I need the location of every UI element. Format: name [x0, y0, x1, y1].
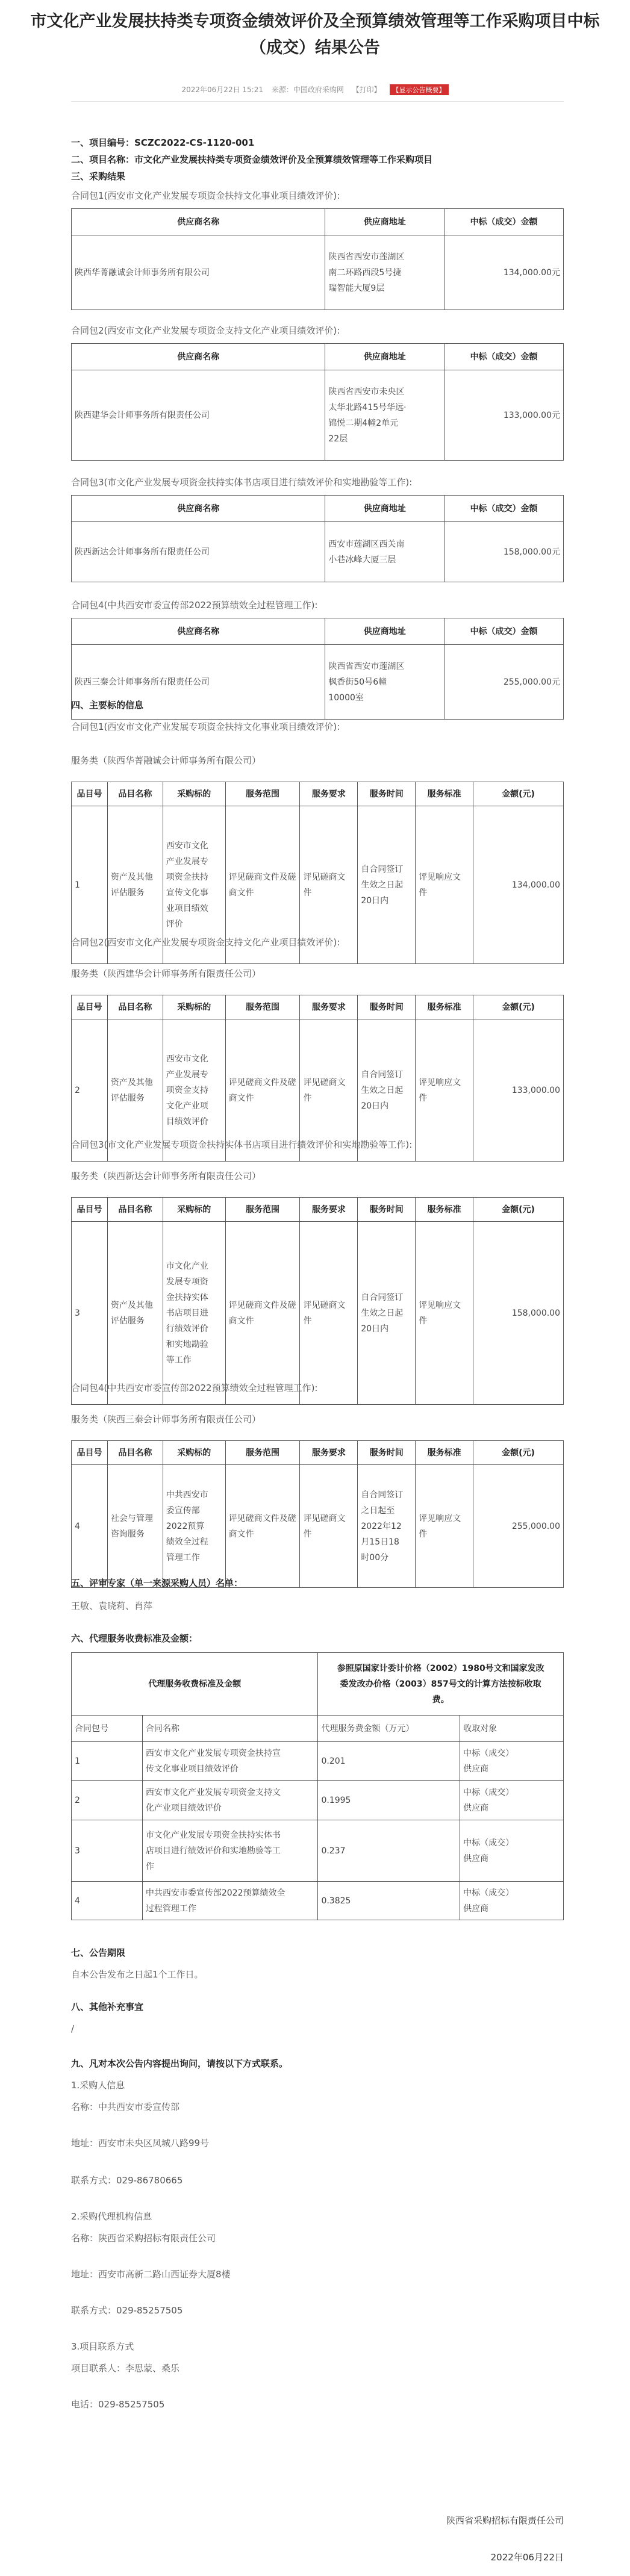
item-number: 2: [72, 1019, 108, 1162]
target-amount: 134,000.00: [473, 806, 564, 964]
fee-header-right: 参照原国家计委计价格（2002）1980号文和国家发改 委发改办价格（2003）857号文的计算方法按标收取 费。: [318, 1653, 564, 1716]
target-row: [72, 1465, 564, 1588]
result-header-row: [72, 209, 564, 235]
result-row: [72, 645, 564, 720]
item-name: 资产及其他 评估服务: [107, 806, 163, 964]
target-table: [71, 995, 564, 1162]
project-name: 二、项目名称：市文化产业发展扶持类专项资金绩效评价及全预算绩效管理等工作采购项目: [71, 154, 433, 165]
supplier-name: 陕西华菁融诚会计师事务所有限公司: [72, 235, 325, 310]
result-contract-title: 合同包4(中共西安市委宣传部2022预算绩效全过程管理工作):: [71, 600, 318, 611]
supplier-name: 陕西建华会计师事务所有限责任公司: [72, 370, 325, 461]
fee-charge-target: 中标（成交） 供应商: [460, 1742, 564, 1781]
service-scope: 评见磋商文件及磋 商文件: [225, 1019, 300, 1162]
target-col-header: 服务标准: [416, 995, 473, 1019]
footer-organization: 陕西省采购招标有限责任公司: [446, 2515, 564, 2526]
supplier-address: 西安市莲湖区西关南 小巷冰峰大厦三层: [325, 522, 444, 582]
item-name: 资产及其他 评估服务: [107, 1019, 163, 1162]
supplier-name: 陕西新达会计师事务所有限责任公司: [72, 522, 325, 582]
notice-period: 自本公告发布之日起1个工作日。: [71, 1969, 204, 1980]
section-notice-period: 七、公告期限: [71, 1947, 126, 1958]
target-table-wrap: [71, 1197, 564, 1405]
result-col-header: 供应商地址: [325, 344, 444, 370]
item-number: 1: [72, 806, 108, 964]
result-col-header: 供应商地址: [325, 496, 444, 522]
service-standard: 评见响应文 件: [416, 1222, 473, 1405]
target-header-row: [72, 1198, 564, 1222]
result-table: [71, 208, 564, 310]
procurement-subject: 西安市文化 产业发展专 项资金扶持 宣传文化事 业项目绩效 评价: [163, 806, 225, 964]
agent-name: 名称：陕西省采购招标有限责任公司: [71, 2233, 216, 2244]
result-col-header: 供应商名称: [72, 618, 325, 645]
target-contract-title: 合同包3(市文化产业发展专项资金扶持实体书店项目进行绩效评价和实地勘验等工作):: [71, 1139, 413, 1150]
fee-contract-name: 中共西安市委宣传部2022预算绩效全 过程管理工作: [142, 1882, 318, 1920]
result-col-header: 供应商名称: [72, 496, 325, 522]
agent-tel: 联系方式：029-85257505: [71, 2305, 183, 2316]
target-contract-title: 合同包2(西安市文化产业发展专项资金支持文化产业项目绩效评价):: [71, 937, 340, 948]
fee-charge-target: 中标（成交） 供应商: [460, 1882, 564, 1920]
target-col-header: 服务要求: [300, 782, 358, 806]
service-scope: 评见磋商文件及磋 商文件: [225, 1465, 300, 1588]
fee-columns: [72, 1716, 564, 1742]
target-amount: 255,000.00: [473, 1465, 564, 1588]
target-row: [72, 1222, 564, 1405]
title-line-2: （成交）结果公告: [250, 39, 380, 57]
target-header-row: [72, 782, 564, 806]
fee-amount: 0.201: [318, 1742, 460, 1781]
result-col-header: 供应商名称: [72, 344, 325, 370]
target-table: [71, 1440, 564, 1588]
publish-date: 2022年06月22日 15:21: [181, 86, 263, 94]
target-amount: 133,000.00: [473, 1019, 564, 1162]
target-amount: 158,000.00: [473, 1222, 564, 1405]
result-header-row: [72, 618, 564, 645]
fee-charge-target: 中标（成交） 供应商: [460, 1820, 564, 1882]
target-col-header: 采购标的: [163, 995, 225, 1019]
item-number: 4: [72, 1465, 108, 1588]
fee-contract-no: 4: [72, 1882, 143, 1920]
fee-amount: 0.1995: [318, 1781, 460, 1820]
procurement-subject: 中共西安市 委宣传部 2022预算 绩效全过程 管理工作: [163, 1465, 225, 1588]
award-amount: 158,000.00元: [444, 522, 564, 582]
target-col-header: 服务标准: [416, 782, 473, 806]
target-col-header: 采购标的: [163, 1198, 225, 1222]
item-name: 资产及其他 评估服务: [107, 1222, 163, 1405]
result-table: [71, 618, 564, 720]
target-contract-title: 合同包1(西安市文化产业发展专项资金扶持文化事业项目绩效评价):: [71, 721, 340, 732]
target-col-header: 服务范围: [225, 1198, 300, 1222]
result-col-header: 供应商名称: [72, 209, 325, 235]
result-col-header: 供应商地址: [325, 209, 444, 235]
supplier-address: 陕西省西安市莲湖区 南二环路西段5号捷 瑞智能大厦9层: [325, 235, 444, 310]
show-summary-button[interactable]: 【显示公告概要】: [390, 84, 449, 95]
target-col-header: 服务要求: [300, 1441, 358, 1465]
experts-list: 王敏、袁晓莉、肖萍: [71, 1601, 153, 1611]
award-amount: 133,000.00元: [444, 370, 564, 461]
target-col-header: 服务标准: [416, 1441, 473, 1465]
target-col-header: 服务时间: [358, 995, 416, 1019]
target-col-header: 服务时间: [358, 1441, 416, 1465]
target-col-header: 服务要求: [300, 1198, 358, 1222]
target-col-header: 服务时间: [358, 782, 416, 806]
target-col-header: 服务范围: [225, 782, 300, 806]
item-name: 社会与管理 咨询服务: [107, 1465, 163, 1588]
target-col-header: 品目号: [72, 1441, 108, 1465]
fee-row: [72, 1781, 564, 1820]
meta-bar: [0, 84, 630, 95]
target-col-header: 品目号: [72, 1198, 108, 1222]
service-time: 自合同签订 生效之日起 20日内: [358, 1222, 416, 1405]
page-title: [0, 8, 630, 61]
agent-address: 地址：西安市高新二路山西证券大厦8楼: [71, 2269, 231, 2280]
project-number: 一、项目编号：SCZC2022-CS-1120-001: [71, 137, 255, 148]
service-standard: 评见响应文 件: [416, 806, 473, 964]
supplier-address: 陕西省西安市未央区 太华北路415号华远· 锦悦二期4幢2单元 22层: [325, 370, 444, 461]
target-col-header: 品目名称: [107, 1441, 163, 1465]
fee-contract-name: 西安市文化产业发展专项资金支持文 化产业项目绩效评价: [142, 1781, 318, 1820]
fee-col-fee: 代理服务费金额（万元）: [318, 1716, 460, 1742]
title-line-1: 市文化产业发展扶持类专项资金绩效评价及全预算绩效管理等工作采购项目中标: [30, 12, 600, 31]
target-col-header: 品目号: [72, 995, 108, 1019]
agency-fee-table-wrap: [71, 1652, 564, 1920]
contact-tel: 电话：029-85257505: [71, 2399, 165, 2410]
fee-col-target: 收取对象: [460, 1716, 564, 1742]
target-col-header: 金额(元): [473, 782, 564, 806]
result-table: [71, 343, 564, 461]
footer-date: 2022年06月22日: [490, 2552, 564, 2563]
target-col-header: 金额(元): [473, 1198, 564, 1222]
result-col-header: 中标（成交）金额: [444, 618, 564, 645]
target-col-header: 金额(元): [473, 1441, 564, 1465]
section-procurement-result: 三、采购结果: [71, 171, 126, 182]
result-col-header: 中标（成交）金额: [444, 496, 564, 522]
item-number: 3: [72, 1222, 108, 1405]
print-link[interactable]: 【打印】: [352, 86, 381, 94]
fee-row: [72, 1742, 564, 1781]
buyer-tel: 联系方式：029-86780665: [71, 2175, 183, 2186]
service-time: 自合同签订 生效之日起 20日内: [358, 806, 416, 964]
procurement-subject: 西安市文化 产业发展专 项资金支持 文化产业项 目绩效评价: [163, 1019, 225, 1162]
result-contract-title: 合同包1(西安市文化产业发展专项资金扶持文化事业项目绩效评价):: [71, 190, 340, 201]
target-supplier-line: 服务类（陕西三秦会计师事务所有限责任公司）: [71, 1414, 261, 1425]
fee-row: [72, 1882, 564, 1920]
fee-row: [72, 1820, 564, 1882]
fee-col-no: 合同包号: [72, 1716, 143, 1742]
result-table-wrap: [71, 208, 564, 310]
target-col-header: 服务范围: [225, 1441, 300, 1465]
service-requirement: 评见磋商文 件: [300, 1222, 358, 1405]
target-table-wrap: [71, 995, 564, 1162]
service-requirement: 评见磋商文 件: [300, 1465, 358, 1588]
target-header-row: [72, 995, 564, 1019]
title-divider: [71, 101, 564, 102]
fee-header-left: 代理服务收费标准及金额: [72, 1653, 318, 1716]
result-row: [72, 370, 564, 461]
supplier-address: 陕西省西安市莲湖区 枫香街50号6幢 10000室: [325, 645, 444, 720]
agency-fee-table: [71, 1652, 564, 1920]
target-col-header: 采购标的: [163, 782, 225, 806]
target-table-wrap: [71, 1440, 564, 1588]
service-standard: 评见响应文 件: [416, 1019, 473, 1162]
section-agency-fee: 六、代理服务收费标准及金额：: [71, 1633, 198, 1644]
result-table-wrap: [71, 343, 564, 461]
buyer-address: 地址：西安市未央区凤城八路99号: [71, 2138, 210, 2148]
result-row: [72, 235, 564, 310]
target-col-header: 品目号: [72, 782, 108, 806]
award-amount: 134,000.00元: [444, 235, 564, 310]
result-col-header: 中标（成交）金额: [444, 209, 564, 235]
target-col-header: 采购标的: [163, 1441, 225, 1465]
fee-contract-no: 1: [72, 1742, 143, 1781]
procurement-subject: 市文化产业 发展专项资 金扶持实体 书店项目进 行绩效评价 和实地勘验 等工作: [163, 1222, 225, 1405]
target-col-header: 服务范围: [225, 995, 300, 1019]
target-col-header: 服务时间: [358, 1198, 416, 1222]
buyer-name: 名称：中共西安市委宣传部: [71, 2102, 180, 2112]
service-time: 自合同签订 生效之日起 20日内: [358, 1019, 416, 1162]
target-col-header: 品目名称: [107, 995, 163, 1019]
target-col-header: 品目名称: [107, 782, 163, 806]
service-requirement: 评见磋商文 件: [300, 1019, 358, 1162]
target-header-row: [72, 1441, 564, 1465]
supplier-name: 陕西三秦会计师事务所有限责任公司: [72, 645, 325, 720]
section-contact: 九、凡对本次公告内容提出询问，请按以下方式联系。: [71, 2058, 288, 2069]
target-supplier-line: 服务类（陕西新达会计师事务所有限责任公司）: [71, 1171, 261, 1181]
section-experts: 五、评审专家（单一来源采购人员）名单：: [71, 1578, 243, 1588]
result-contract-title: 合同包3(市文化产业发展专项资金扶持实体书店项目进行绩效评价和实地勘验等工作):: [71, 477, 413, 488]
result-table: [71, 495, 564, 582]
target-contract-title: 合同包4(中共西安市委宣传部2022预算绩效全过程管理工作):: [71, 1383, 318, 1393]
contact-title: 3.项目联系方式: [71, 2341, 134, 2352]
target-col-header: 金额(元): [473, 995, 564, 1019]
result-col-header: 供应商地址: [325, 618, 444, 645]
section-main-targets: 四、主要标的信息: [71, 700, 144, 711]
result-col-header: 中标（成交）金额: [444, 344, 564, 370]
fee-amount: 0.3825: [318, 1882, 460, 1920]
service-scope: 评见磋商文件及磋 商文件: [225, 806, 300, 964]
target-table: [71, 1197, 564, 1405]
target-supplier-line: 服务类（陕西建华会计师事务所有限责任公司）: [71, 968, 261, 979]
service-requirement: 评见磋商文 件: [300, 806, 358, 964]
result-row: [72, 522, 564, 582]
fee-charge-target: 中标（成交） 供应商: [460, 1781, 564, 1820]
result-table-wrap: [71, 618, 564, 720]
service-time: 自合同签订 之日起至 2022年12 月15日18 时00分: [358, 1465, 416, 1588]
fee-col-name: 合同名称: [142, 1716, 318, 1742]
fee-contract-name: 市文化产业发展专项资金扶持实体书 店项目进行绩效评价和实地勘验等工 作: [142, 1820, 318, 1882]
fee-contract-name: 西安市文化产业发展专项资金扶持宣 传文化事业项目绩效评价: [142, 1742, 318, 1781]
fee-contract-no: 2: [72, 1781, 143, 1820]
result-contract-title: 合同包2(西安市文化产业发展专项资金支持文化产业项目绩效评价):: [71, 325, 340, 336]
agent-title: 2.采购代理机构信息: [71, 2211, 152, 2222]
award-amount: 255,000.00元: [444, 645, 564, 720]
source: 来源：中国政府采购网: [271, 86, 344, 94]
target-col-header: 服务要求: [300, 995, 358, 1019]
fee-contract-no: 3: [72, 1820, 143, 1882]
target-supplier-line: 服务类（陕西华菁融诚会计师事务所有限公司）: [71, 755, 261, 766]
section-other-matters: 八、其他补充事宜: [71, 2002, 144, 2012]
result-header-row: [72, 344, 564, 370]
result-table-wrap: [71, 495, 564, 582]
target-col-header: 品目名称: [107, 1198, 163, 1222]
service-standard: 评见响应文 件: [416, 1465, 473, 1588]
service-scope: 评见磋商文件及磋 商文件: [225, 1222, 300, 1405]
target-col-header: 服务标准: [416, 1198, 473, 1222]
fee-amount: 0.237: [318, 1820, 460, 1882]
contact-people: 项目联系人：李思蒙、桑乐: [71, 2363, 180, 2374]
other-matters: /: [71, 2023, 75, 2034]
result-header-row: [72, 496, 564, 522]
buyer-title: 1.采购人信息: [71, 2080, 125, 2091]
